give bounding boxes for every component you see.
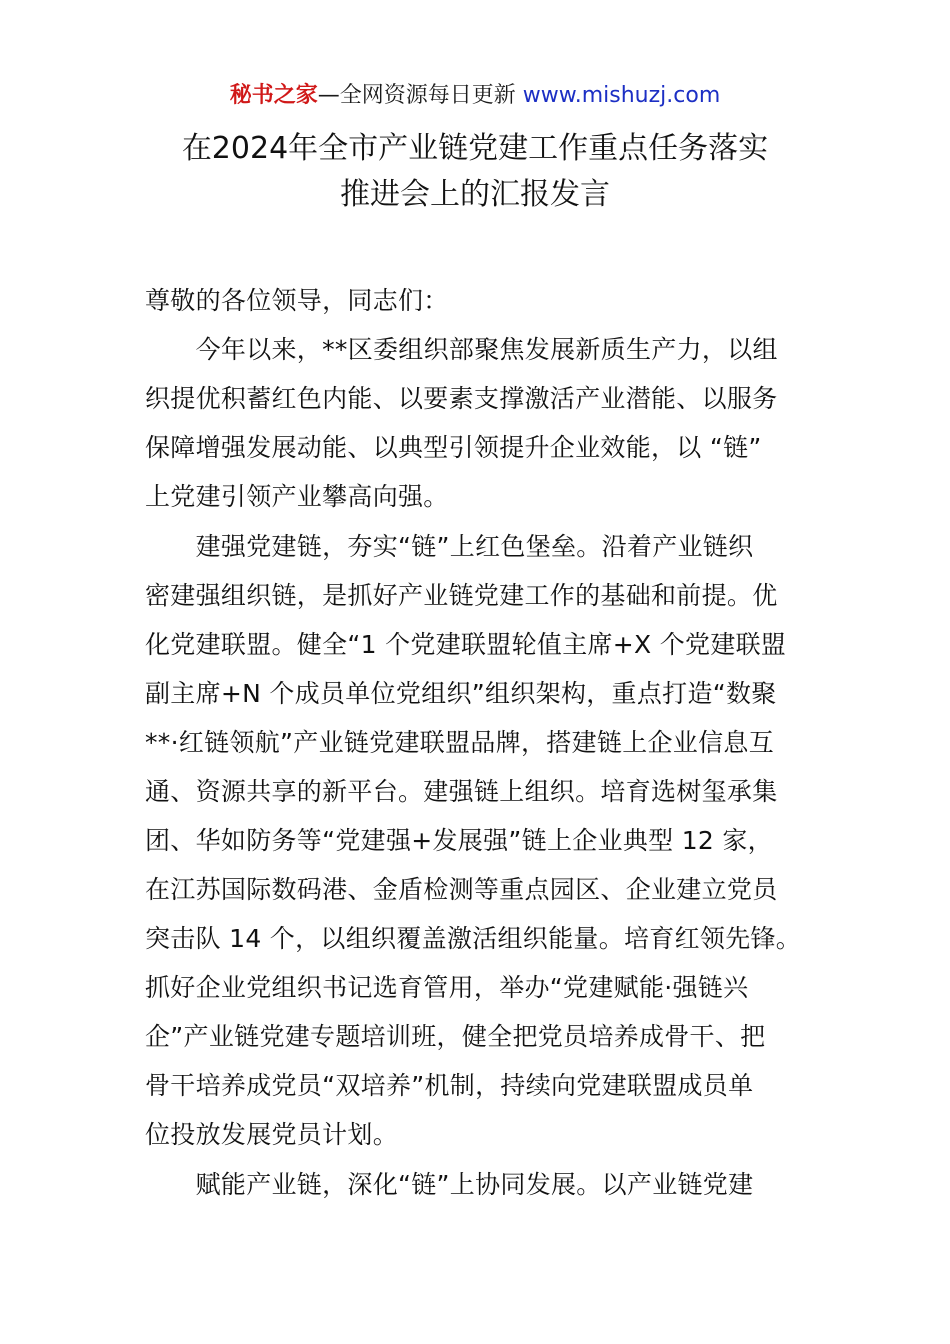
salutation: 尊敬的各位领导，同志们： <box>145 286 449 315</box>
paragraph-line: **·红链领航”产业链党建联盟品牌，搭建链上企业信息互 <box>145 728 775 757</box>
paragraph-line: 化党建联盟。健全“1 个党建联盟轮值主席+X 个党建联盟 <box>145 630 787 659</box>
paragraph-line: 位投放发展党员计划。 <box>145 1120 399 1149</box>
brand-name: 秘书之家 <box>229 83 318 108</box>
paragraph-line: 建强党建链，夯实“链”上红色堡垒。沿着产业链织 <box>145 532 754 561</box>
document-title <box>145 126 805 218</box>
document-body <box>145 276 807 1210</box>
title-line-1: 在2024年全市产业链党建工作重点任务落实 <box>181 131 769 166</box>
paragraph-line: 今年以来，**区委组织部聚焦发展新质生产力，以组 <box>145 335 778 364</box>
paragraph-3 <box>145 1160 807 1209</box>
paragraph-line: 团、华如防务等“党建强+发展强”链上企业典型 12 家， <box>145 826 773 855</box>
paragraph-line: 抓好企业党组织书记选育管用，举办“党建赋能·强链兴 <box>145 973 749 1002</box>
paragraph-line: 密建强组织链，是抓好产业链党建工作的基础和前提。优 <box>145 581 778 610</box>
paragraph-line: 在江苏国际数码港、金盾检测等重点园区、企业建立党员 <box>145 875 778 904</box>
paragraph-line: 通、资源共享的新平台。建强链上组织。培育选树玺承集 <box>145 777 778 806</box>
paragraph-line: 上党建引领产业攀高向强。 <box>145 482 449 511</box>
title-line-2: 推进会上的汇报发言 <box>340 177 610 212</box>
site-header <box>0 80 950 112</box>
paragraph-1 <box>145 325 807 521</box>
paragraph-line: 织提优积蓄红色内能、以要素支撑激活产业潜能、以服务 <box>145 384 778 413</box>
header-tagline: —全网资源每日更新 <box>317 83 516 108</box>
paragraph-line: 突击队 14 个，以组织覆盖激活组织能量。培育红领先锋。 <box>145 924 802 953</box>
paragraph-2 <box>145 522 807 1159</box>
site-url-link[interactable]: www.mishuzj.com <box>522 83 721 108</box>
paragraph-line: 骨干培养成党员“双培养”机制，持续向党建联盟成员单 <box>145 1071 754 1100</box>
paragraph-line: 副主席+N 个成员单位党组织”组织架构，重点打造“数聚 <box>145 679 777 708</box>
paragraph-line: 保障增强发展动能、以典型引领提升企业效能，以 “链” <box>145 433 762 462</box>
paragraph-line: 企”产业链党建专题培训班，健全把党员培养成骨干、把 <box>145 1022 766 1051</box>
paragraph-line: 赋能产业链，深化“链”上协同发展。以产业链党建 <box>145 1170 754 1199</box>
